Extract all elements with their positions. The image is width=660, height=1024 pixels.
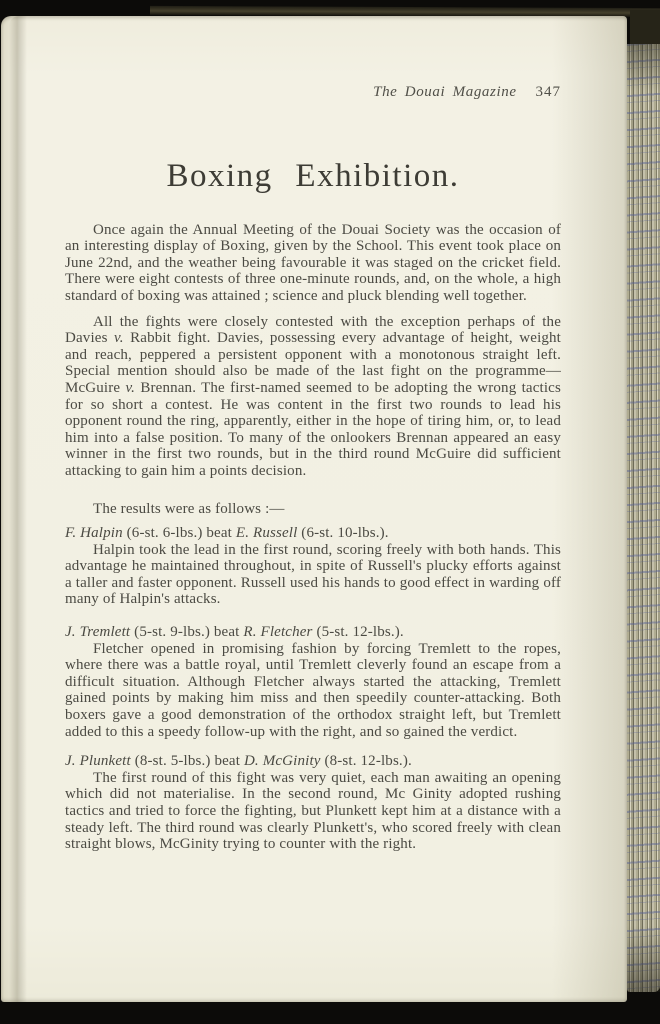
result-body: Halpin took the lead in the first round, scoring freely with both hands. This advantage he maintained throughout, in spite of Russell's plucky efforts against a taller and faster opponent. Russell used his hands to good effect in warding off many of Halpin's attacks. [65,541,561,608]
loser-weight: (6-st. 10-lbs.). [301,525,389,542]
winner-weight-and-beat: (8-st. 5-lbs.) beat [134,753,241,770]
versus-abbreviation: v. [114,330,124,347]
intro-paragraph: Once again the Annual Meeting of the Douai Society was the occasion of an interesting display of Boxing, given by the School. This event took place on June 22nd, and the weather being favourable it was staged on the cricket field. There were eight contests of three one-minute rounds, and, on the whole, a high standard of boxing was attained ; science and pluck blending well together. [65,221,561,304]
versus-abbreviation: v. [125,379,136,396]
results-intro-line: The results were as follows :— [93,500,285,517]
fight-result [65,525,561,608]
loser-name: D. McGinity [243,753,321,770]
page-content [1,84,627,853]
fight-result [65,753,561,853]
result-heading [65,525,561,542]
result-body: The first round of this fight was very quiet, each man awaiting an opening which did not materialise. In the second round, Mc Ginity adopted rushing tactics and tried to force the fighting, but Plunkett kept him at a distance with a steady left. The third round was clearly Plunkett's, who scored freely with clean straight blows, McGinity trying to counter with the right. [65,769,561,853]
paragraph-text: Rabbit fight. Davies, possessing every advantage of height, weight and reach, peppered a persistent opponent with a monotonous straight left. Special mention should also be made of the last fight on the programme—McGuire [65,330,562,396]
running-header [65,84,561,101]
fights-overview-paragraph [65,314,561,480]
result-heading [65,753,561,770]
loser-name: R. Fletcher [243,624,313,641]
winner-name: F. Halpin [65,525,123,542]
winner-weight-and-beat: (5-st. 9-lbs.) beat [134,624,240,641]
book-fore-edge-pages [627,44,660,992]
loser-name: E. Russell [235,525,298,542]
paragraph-text: Brennan. The first-named seemed to be adopting the wrong tactics for so short a contest. He was content in the first two rounds to lead his opponent round the ring, apparently, either in the hope of tiring him, or, to lead him into a false position. To many of the onlookers Brennan appeared an easy winner in the first two rounds, but in the third round McGuire did sufficient attacking to gain him a points decision. [65,379,561,479]
result-body: Fletcher opened in promising fashion by forcing Tremlett to the ropes, where there was a battle royal, until Tremlett cleverly found an escape from a difficult situation. Although Fletcher always started the attacking, Tremlett gained points by making him miss and then speedily counter-attacking. Both boxers gave a good demonstration of the orthodox straight left, but Tremlett added to this a speedy follow-up with the right, and so gained the verdict. [65,640,561,740]
fight-result [65,624,561,740]
page-number: 347 [535,84,561,100]
winner-name: J. Tremlett [65,624,131,641]
winner-weight-and-beat: (6-st. 6-lbs.) beat [126,525,232,542]
fore-edge-shadow [627,44,660,992]
journal-title: The Douai Magazine [373,84,517,100]
loser-weight: (5-st. 12-lbs.). [316,624,404,641]
article-title: Boxing Exhibition. [166,157,460,194]
book-page [1,16,627,1002]
result-heading [65,624,561,641]
winner-name: J. Plunkett [65,753,131,770]
paragraph-text: All the fights were closely contested with the exception perhaps of the Davies [65,313,561,347]
loser-weight: (8-st. 12-lbs.). [324,753,412,770]
